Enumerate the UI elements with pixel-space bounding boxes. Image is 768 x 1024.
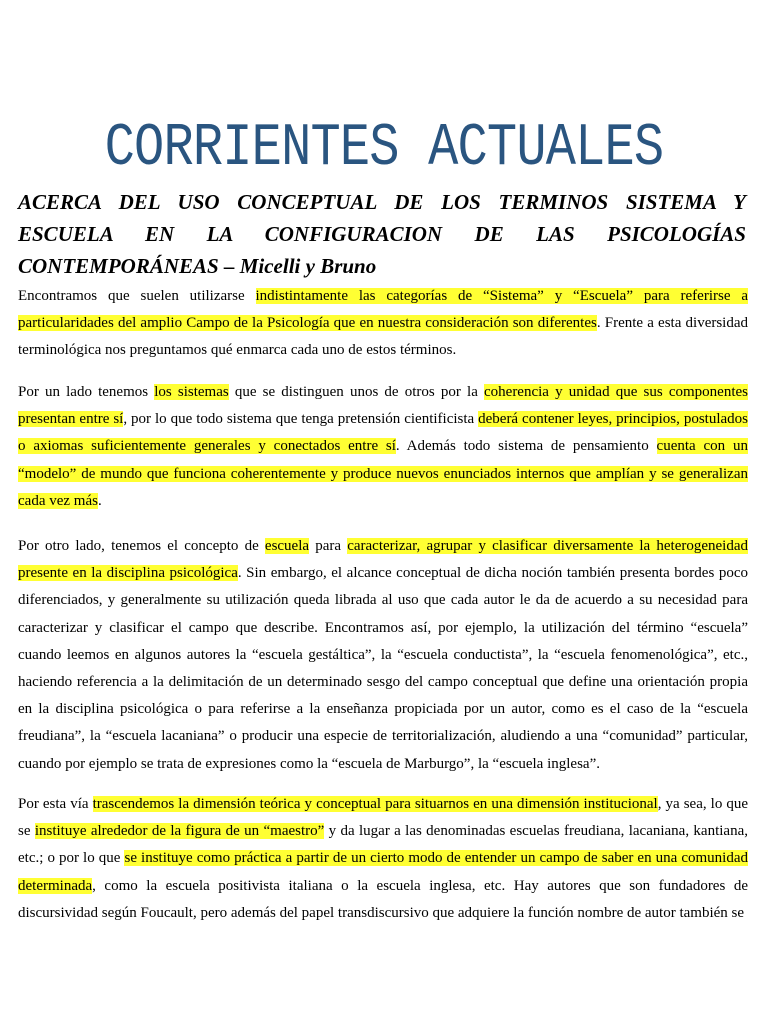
paragraph-text: Por esta vía bbox=[18, 796, 93, 812]
paragraph-text: , como la escuela positivista italiana o la escuela inglesa, etc. Hay autores que son fundadores de discursividad según Foucault, pero además del papel transdiscursivo que adquiere la función nombre de autor también se bbox=[18, 877, 748, 921]
paragraph-text: para bbox=[309, 538, 348, 554]
highlighted-text: caracterizar, agrupar y clasificar diversamente la heterogeneidad presente en la disciplina psicológica bbox=[18, 538, 749, 582]
paragraph-3 bbox=[18, 533, 748, 778]
highlighted-text: los sistemas bbox=[154, 384, 229, 400]
paragraph-text: , por lo que todo sistema que tenga pretensión cientificista bbox=[123, 411, 479, 428]
paragraph-text: . bbox=[97, 492, 102, 509]
highlighted-text: instituye alrededor de la figura de un “maestro” bbox=[34, 823, 325, 840]
paragraph-2 bbox=[18, 379, 748, 515]
highlighted-text: trascendemos la dimensión teórica y conceptual para situarnos en una dimensión institucional bbox=[92, 796, 658, 812]
paragraph-text: , ya sea, lo que se bbox=[18, 796, 749, 840]
paragraph-1 bbox=[18, 283, 748, 365]
highlighted-text: deberá contener leyes, principios, postulados o axiomas suficientemente generales y conectados entre sí bbox=[18, 411, 748, 455]
page-title: CORRIENTES ACTUALES bbox=[104, 115, 664, 183]
paragraph-text: Por un lado tenemos bbox=[18, 384, 155, 400]
highlighted-text: se instituye como práctica a partir de un cierto modo de entender un campo de saber en una comunidad determinada bbox=[18, 850, 748, 894]
highlighted-text: coherencia y unidad que sus componentes presentan entre sí bbox=[18, 384, 748, 428]
subtitle bbox=[18, 186, 746, 282]
paragraph-text: y da lugar a las denominadas escuelas freudiana, lacaniana, kantiana, etc.; o por lo que bbox=[18, 823, 748, 867]
paragraph-text: que se distinguen unos de otros por la bbox=[228, 384, 484, 400]
paragraph-4 bbox=[18, 791, 748, 927]
highlighted-text: indistintamente las categorías de “Sistema” y “Escuela” para referirse a particularidades del amplio Campo de la Psicología que en nuestra consideración son diferentes bbox=[18, 288, 748, 332]
highlighted-text: escuela bbox=[264, 538, 310, 554]
paragraph-text: Encontramos que suelen utilizarse bbox=[18, 288, 256, 304]
paragraph-text: . Además todo sistema de pensamiento bbox=[395, 438, 657, 455]
subtitle-text: ACERCA DEL USO CONCEPTUAL DE LOS TERMINOS SISTEMA Y ESCUELA EN LA CONFIGURACION DE LAS PSICOLOGÍAS CONTEMPORÁNEAS bbox=[18, 190, 746, 278]
highlighted-text: cuenta con un “modelo” de mundo que funciona coherentemente y produce nuevos enunciados internos que amplían y se generalizan cada vez más bbox=[18, 438, 748, 509]
paragraph-text: . Frente a esta diversidad terminológica nos preguntamos qué enmarca cada uno de estos términos. bbox=[18, 315, 749, 359]
paragraph-text: Por otro lado, tenemos el concepto de bbox=[18, 538, 265, 554]
paragraph-text: . Sin embargo, el alcance conceptual de dicha noción también presenta bordes poco diferenciados, y generalmente su utilización queda librada al uso que cada autor le da de acuerdo a su necesidad para caracterizar y clasificar el campo que describe. Encontramos así, por ejemplo, la utilización del término “escuela” cuando leemos en algunos autores la “escuela gestáltica”, la “escuela conductista”, la “escuela fenomenológica”, etc., haciendo referencia a la delimitación de un determinado sesgo del campo conceptual que define una orientación propia en la disciplina psicológica o para referirse a la enseñanza propiciada por un autor, como es el caso de la “escuela freudiana”, la “escuela lacaniana” o producir una especie de territorialización, aludiendo a una “comunidad” particular, cuando por ejemplo se trata de expresiones como la “escuela de Marburgo”, la “escuela inglesa”. bbox=[18, 565, 749, 772]
subtitle-authors: – Micelli y Bruno bbox=[218, 254, 377, 278]
